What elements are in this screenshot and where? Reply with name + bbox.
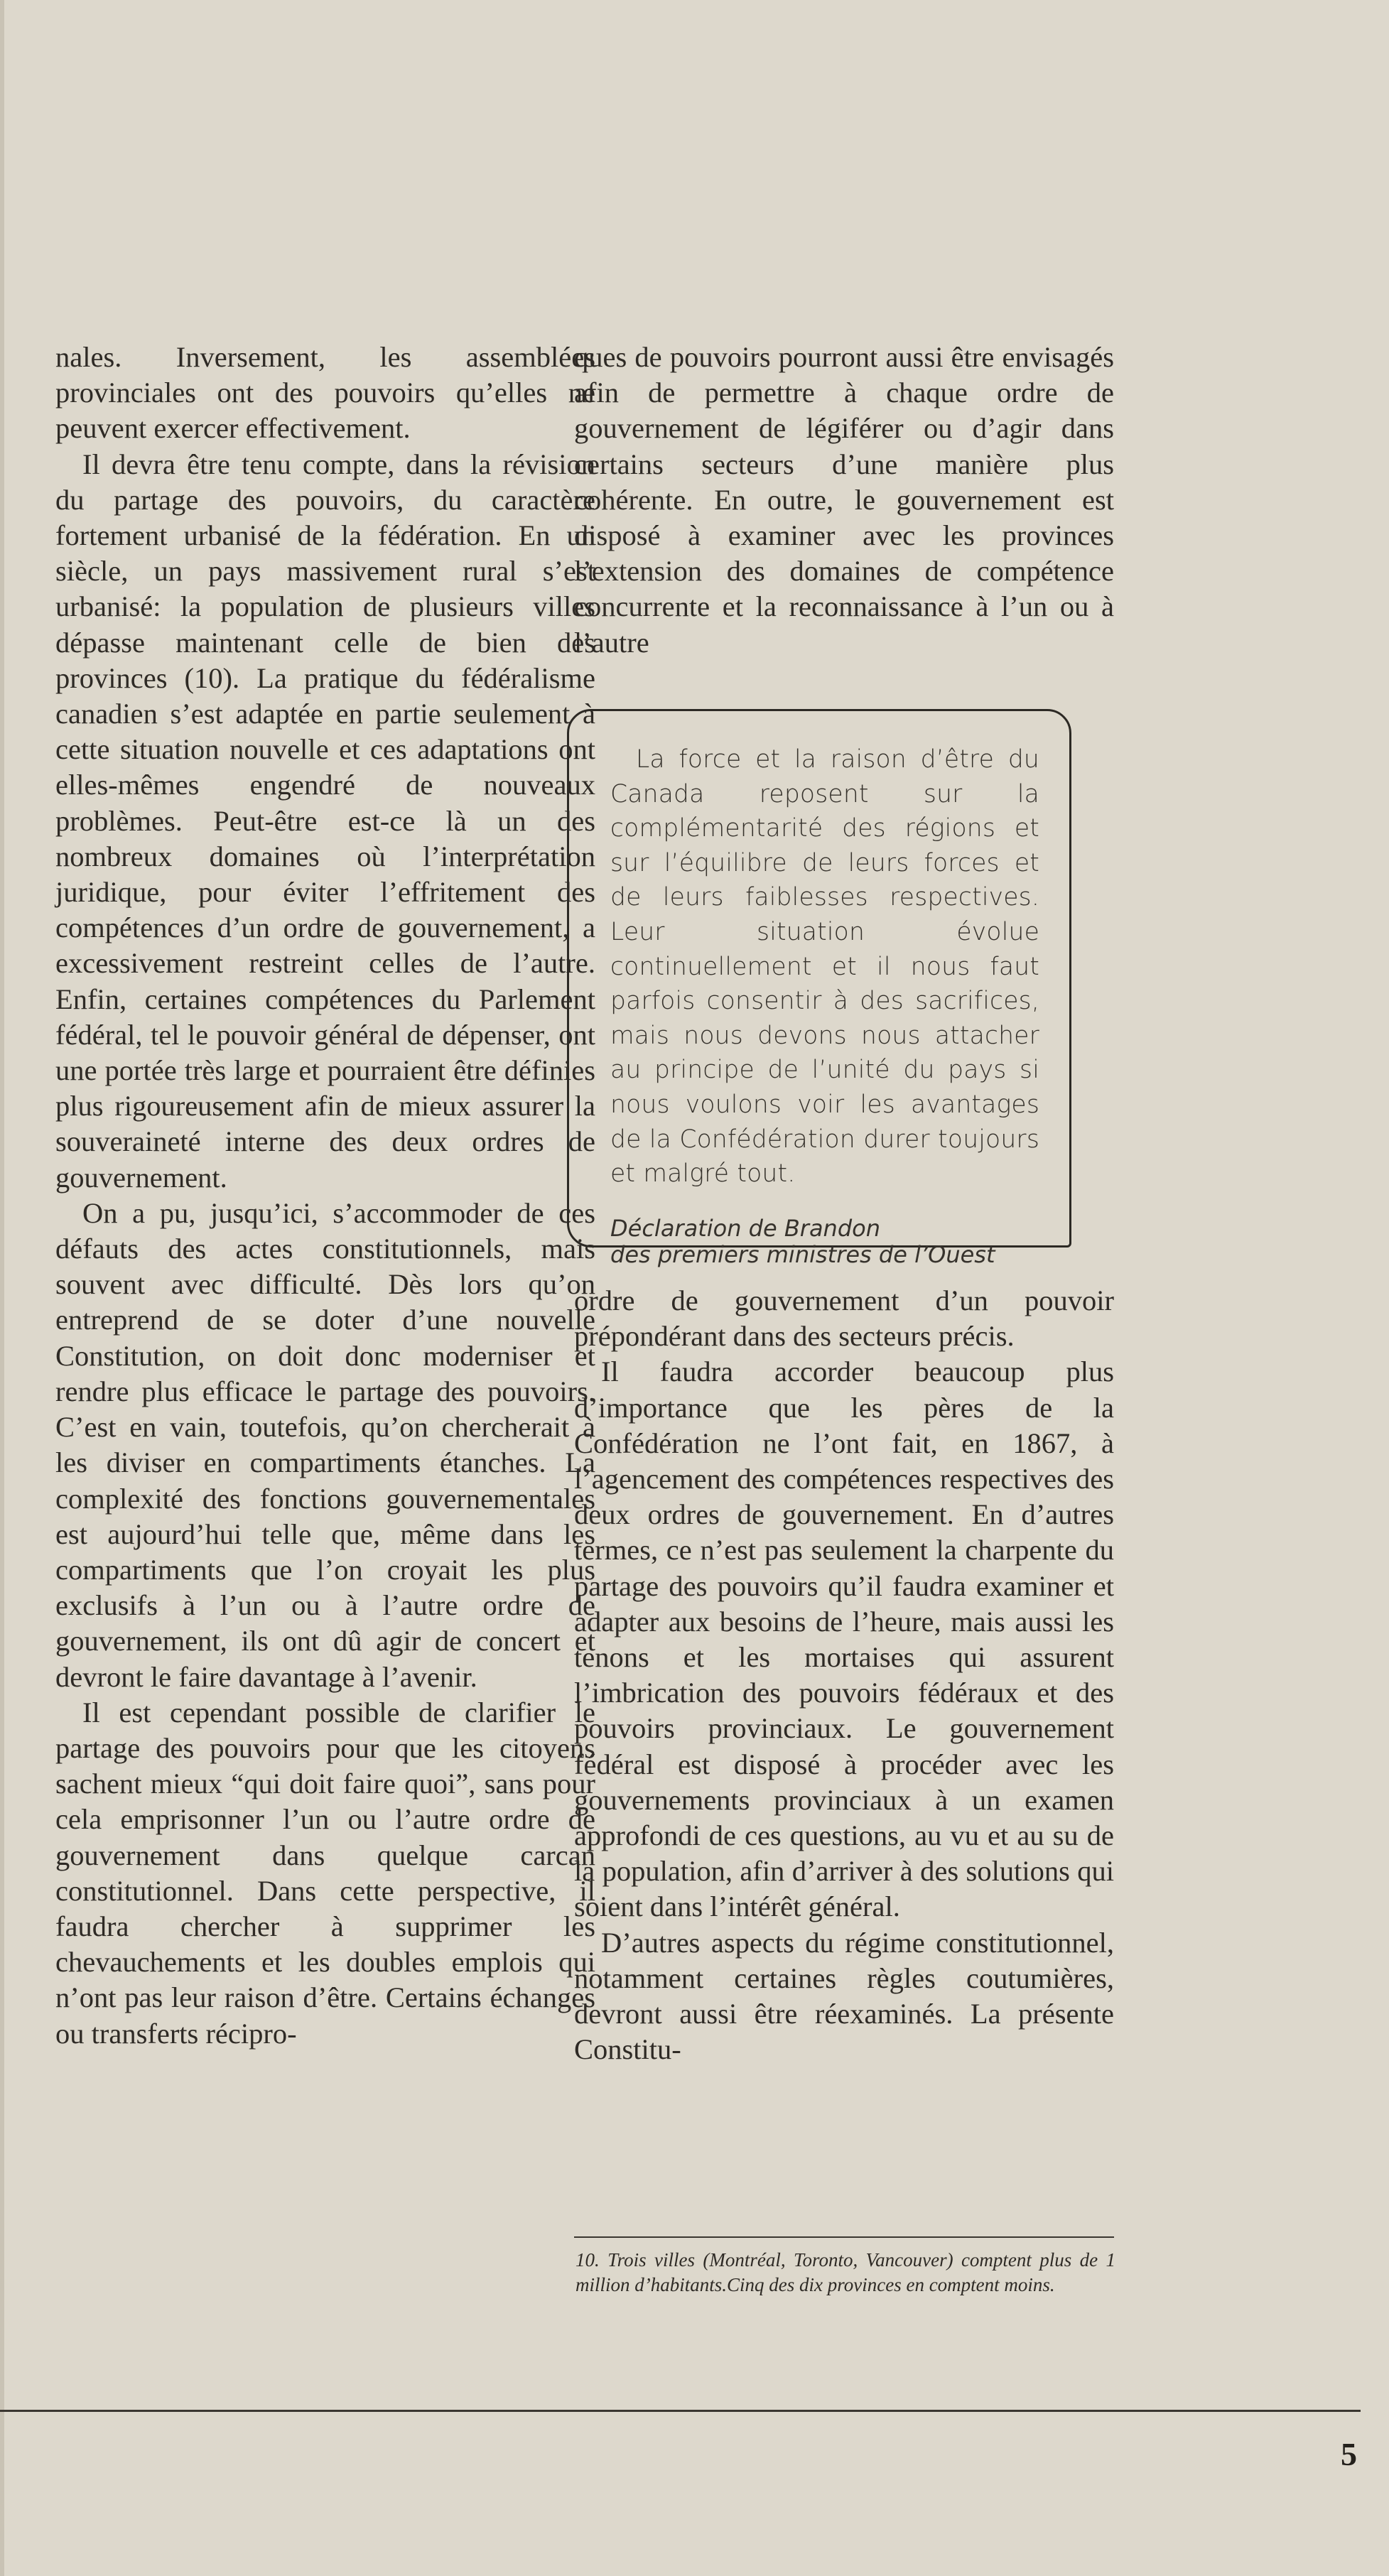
left-paragraph-1: nales. Inversement, les assemblées provinciales ont des pouvoirs qu’elles ne peuvent exercer effectivement.: [55, 341, 595, 445]
page-edge-shadow: [0, 0, 4, 2576]
pull-quote-source: [610, 1216, 1039, 1268]
right-paragraph-1: ques de pouvoirs pourront aussi être envisagés afin de permettre à chaque ordre de gouvernement de légiférer ou d’agir dans certains secteurs d’une manière plus cohérente. En outre, le gouvernement est disposé à examiner avec les provinces l’extension des domaines de compétence concurrente et la reconnaissance à l’un ou à l’autre: [574, 341, 1114, 659]
right-paragraph-4: D’autres aspects du régime constitutionnel, notamment certaines règles coutumières, devront aussi être réexaminés. La présente Constitu-: [574, 1926, 1114, 2066]
left-paragraph-2: Il devra être tenu compte, dans la révision du partage des pouvoirs, du caractère fortement urbanisé de la fédération. En un siècle, un pays massivement rural s’est urbanisé: la population de plusieurs villes dépasse maintenant celle de bien des provinces (10). La pratique du fédéralisme canadien s’est adaptée en partie seulement à cette situation nouvelle et ces adaptations ont elles-mêmes engendré de nouveaux problèmes. Peut-être est-ce là un des nombreux domaines où l’interprétation juridique, pour éviter l’effritement des compétences d’un ordre de gouvernement, a excessivement restreint celles de l’autre. Enfin, certaines compétences du Parlement fédéral, tel le pouvoir général de dépenser, ont une portée très large et pourraient être définies plus rigoureusement afin de mieux assurer la souveraineté interne des deux ordres de gouvernement.: [55, 448, 595, 1194]
right-paragraph-2: ordre de gouvernement d’un pouvoir prépondérant dans des secteurs précis.: [574, 1284, 1114, 1353]
page-number: 5: [1341, 2436, 1357, 2472]
left-paragraph-4: Il est cependant possible de clarifier le partage des pouvoirs pour que les citoyens sachent mieux “qui doit faire quoi”, sans pour cela emprisonner l’un ou l’autre ordre de gouvernement dans quelque carcan constitutionnel. Dans cette perspective, il faudra chercher à supprimer les chevauchements et les doubles emplois qui n’ont pas leur raison d’être. Certains échanges ou transferts récipro-: [55, 1696, 595, 2050]
pull-quote-box: [567, 709, 1071, 1268]
pull-quote-source-line-1: Déclaration de Brandon: [610, 1214, 880, 1242]
left-paragraph-3: On a pu, jusqu’ici, s’accommoder de ces défauts des actes constitutionnels, mais souvent avec difficulté. Dès lors qu’on entreprend de se doter d’une nouvelle Constitution, on doit donc moderniser et rendre plus efficace le partage des pouvoirs. C’est en vain, toutefois, qu’on chercherait à les diviser en compartiments étanches. La complexité des fonctions gouvernementales est aujourd’hui telle que, même dans les compartiments que l’on croyait les plus exclusifs à l’un ou à l’autre ordre de gouvernement, ils ont dû agir de concert et devront le faire davantage à l’avenir.: [55, 1196, 595, 1693]
footnote-divider: [574, 2236, 1114, 2238]
right-column-bottom: [574, 1283, 1114, 2067]
footnote-10: 10. Trois villes (Montréal, Toronto, Vancouver) comptent plus de 1 million d’habitants.Cinq des dix provinces en comptent moins.: [575, 2249, 1115, 2295]
left-column: [55, 340, 595, 2052]
pull-quote-source-line-2: des premiers ministres de l’Ouest: [610, 1240, 995, 1268]
pull-quote-text: La force et la raison d’être du Canada reposent sur la complémentarité des régions et sur l’équilibre de leurs forces et de leurs faiblesses respectives. Leur situation évolue continuellement et il nous faut parfois consentir à des sacrifices, mais nous devons nous attacher au principe de l’unité du pays si nous voulons voir les avantages de la Confédération durer toujours et malgré tout.: [610, 745, 1039, 1189]
page-bottom-rule: [0, 2410, 1361, 2412]
right-paragraph-3: Il faudra accorder beaucoup plus d’importance que les pères de la Confédération ne l’ont fait, en 1867, à l’agencement des compétences respectives des deux ordres de gouvernement. En d’autres termes, ce n’est pas seulement la charpente du partage des pouvoirs qu’il faudra examiner et adapter aux besoins de l’heure, mais aussi les tenons et les mortaises qui assurent l’imbrication des pouvoirs fédéraux et des pouvoirs provinciaux. Le gouvernement fédéral est disposé à procéder avec les gouvernements provinciaux à un examen approfondi de ces questions, au vu et au su de la population, afin d’arriver à des solutions qui soient dans l’intérêt général.: [574, 1355, 1114, 1923]
right-column-top: [574, 340, 1114, 661]
